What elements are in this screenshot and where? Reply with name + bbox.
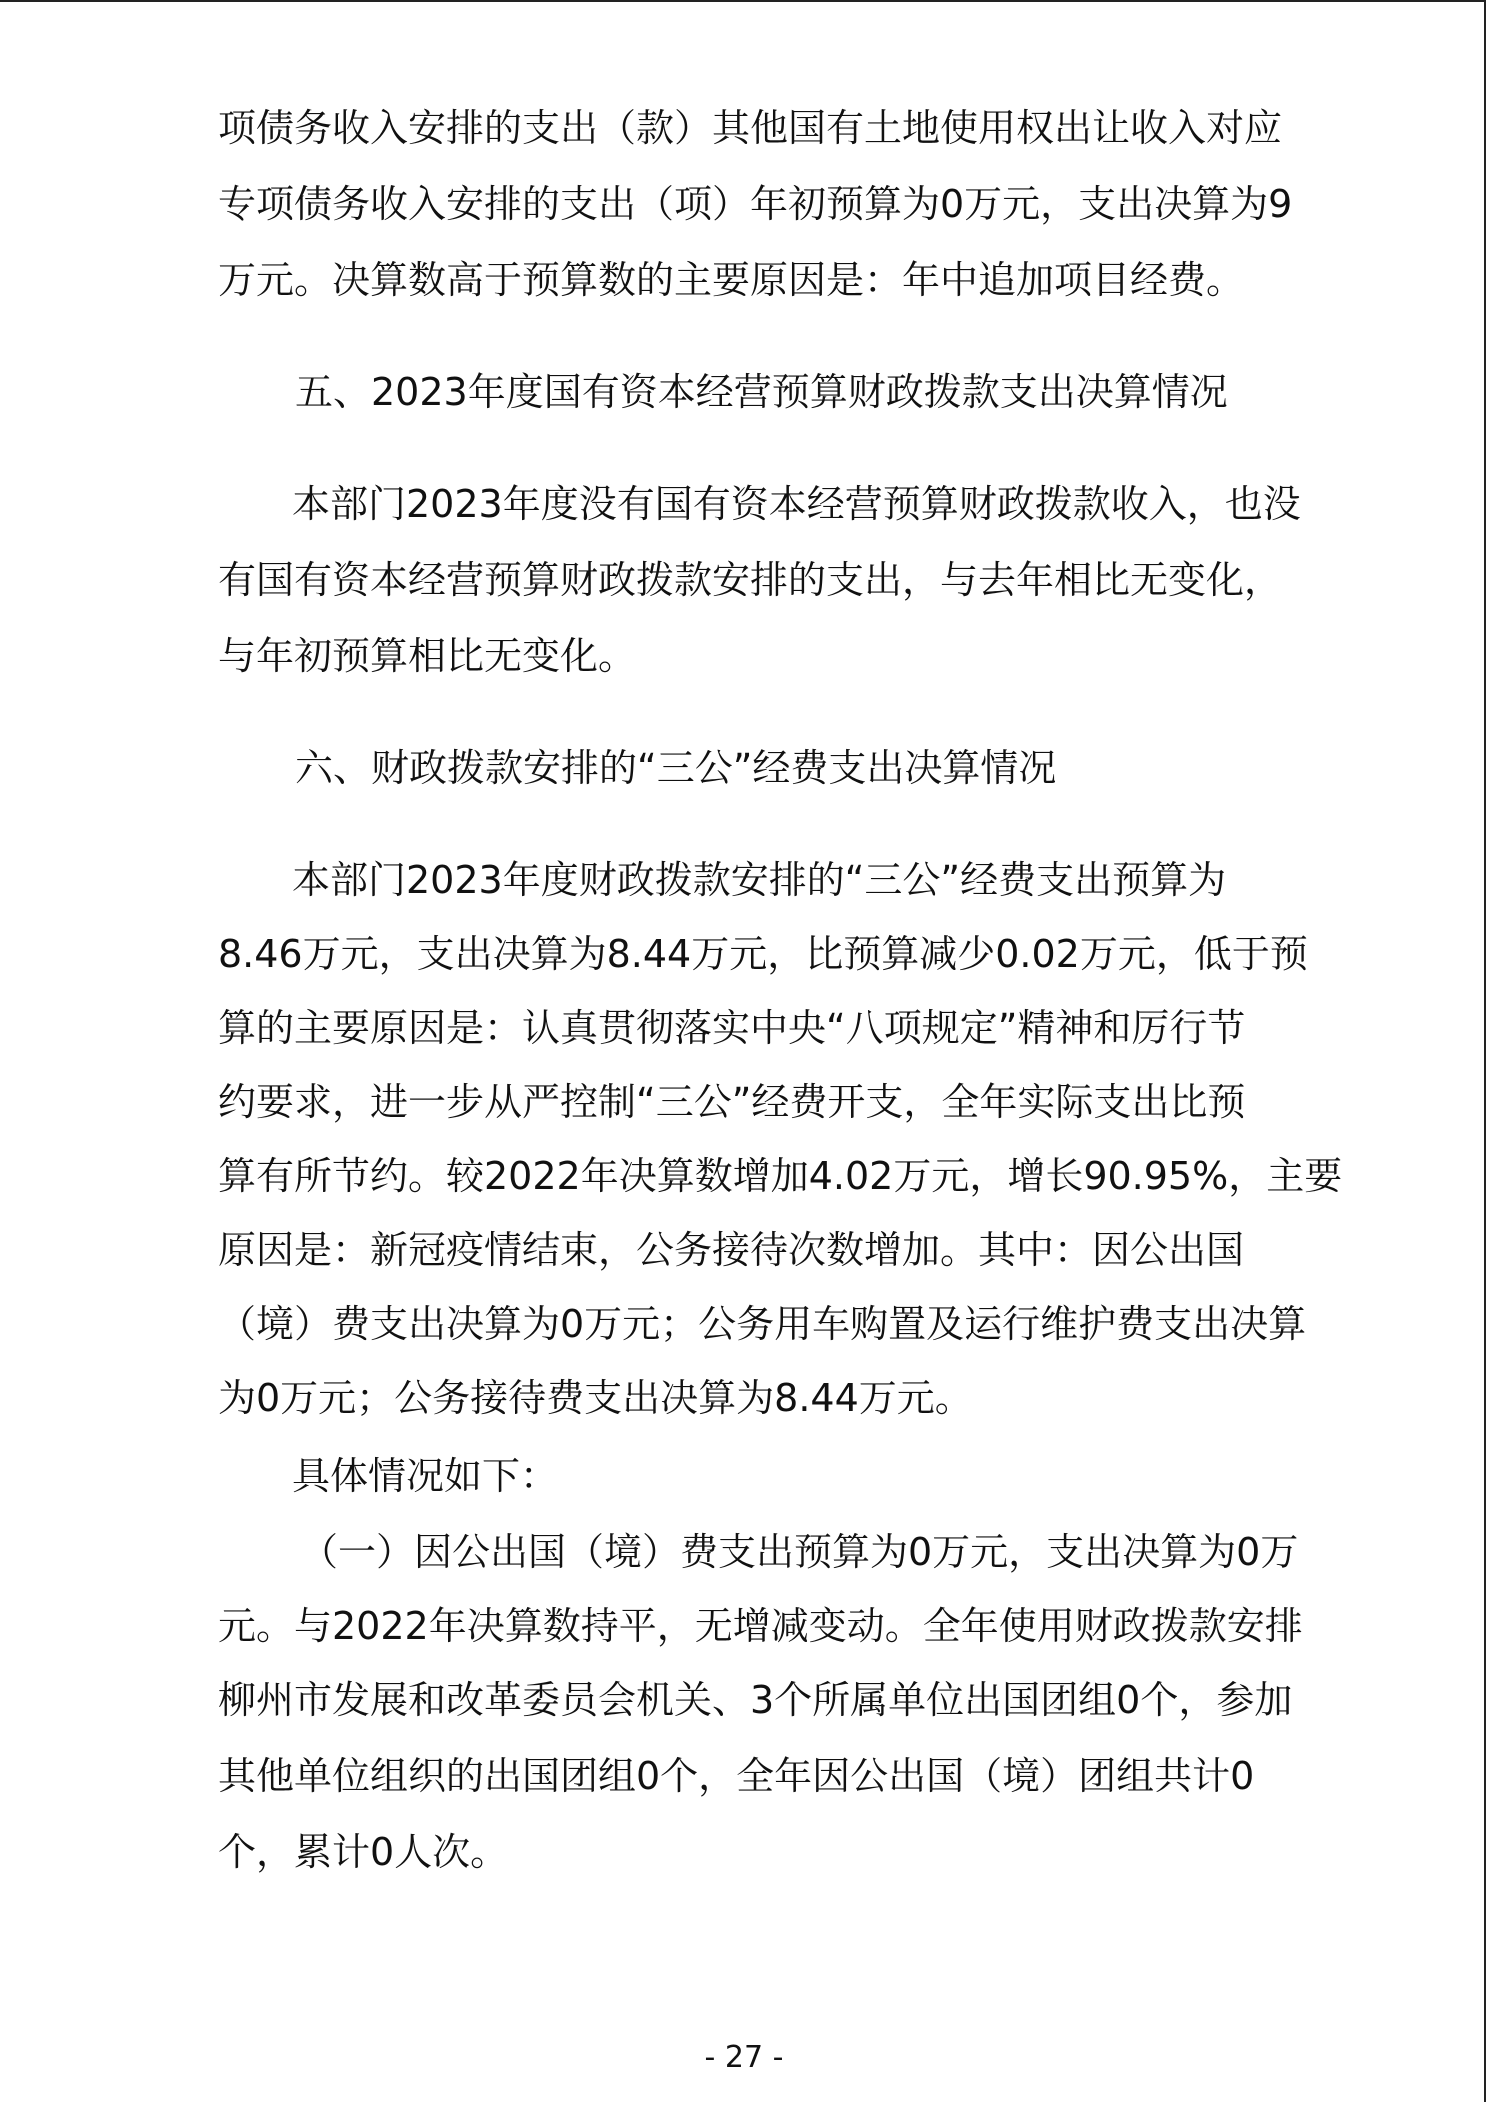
paragraph-line: 具体情况如下： [292,1454,559,1498]
paragraph-line: 元。与2022年决算数持平，无增减变动。全年使用财政拨款安排 [218,1604,1303,1648]
paragraph-line: 个，累计0人次。 [218,1830,509,1874]
page-number: - 27 - [704,2040,784,2075]
paragraph-line: （一）因公出国（境）费支出预算为0万元，支出决算为0万 [300,1530,1299,1574]
paragraph-line: 为0万元；公务接待费支出决算为8.44万元。 [218,1376,973,1420]
paragraph-line: 本部门2023年度没有国有资本经营预算财政拨款收入，也没 [292,482,1301,526]
paragraph-line: 万元。决算数高于预算数的主要原因是：年中追加项目经费。 [218,258,1245,302]
paragraph-line: 项债务收入安排的支出（款）其他国有土地使用权出让收入对应 [218,106,1283,150]
paragraph-line: 其他单位组织的出国团组0个，全年因公出国（境）团组共计0 [218,1754,1255,1798]
paragraph-line: （境）费支出决算为0万元；公务用车购置及运行维护费支出决算 [218,1302,1307,1346]
paragraph-line: 柳州市发展和改革委员会机关、3个所属单位出国团组0个，参加 [218,1678,1293,1722]
paragraph-line: 算有所节约。较2022年决算数增加4.02万元，增长90.95%，主要 [218,1154,1343,1198]
paragraph-line: 约要求，进一步从严控制“三公”经费开支，全年实际支出比预 [218,1080,1246,1124]
paragraph-line: 有国有资本经营预算财政拨款安排的支出，与去年相比无变化， [218,558,1283,602]
section-heading-five: 五、2023年度国有资本经营预算财政拨款支出决算情况 [295,370,1228,414]
paragraph-line: 算的主要原因是：认真贯彻落实中央“八项规定”精神和厉行节 [218,1006,1246,1050]
paragraph-line: 与年初预算相比无变化。 [218,634,637,678]
paragraph-line: 原因是：新冠疫情结束，公务接待次数增加。其中：因公出国 [218,1228,1245,1272]
section-heading-six: 六、财政拨款安排的“三公”经费支出决算情况 [295,746,1057,790]
paragraph-line: 本部门2023年度财政拨款安排的“三公”经费支出预算为 [292,858,1227,902]
paragraph-line: 8.46万元，支出决算为8.44万元，比预算减少0.02万元，低于预 [218,932,1308,976]
paragraph-line: 专项债务收入安排的支出（项）年初预算为0万元，支出决算为9 [218,182,1293,226]
